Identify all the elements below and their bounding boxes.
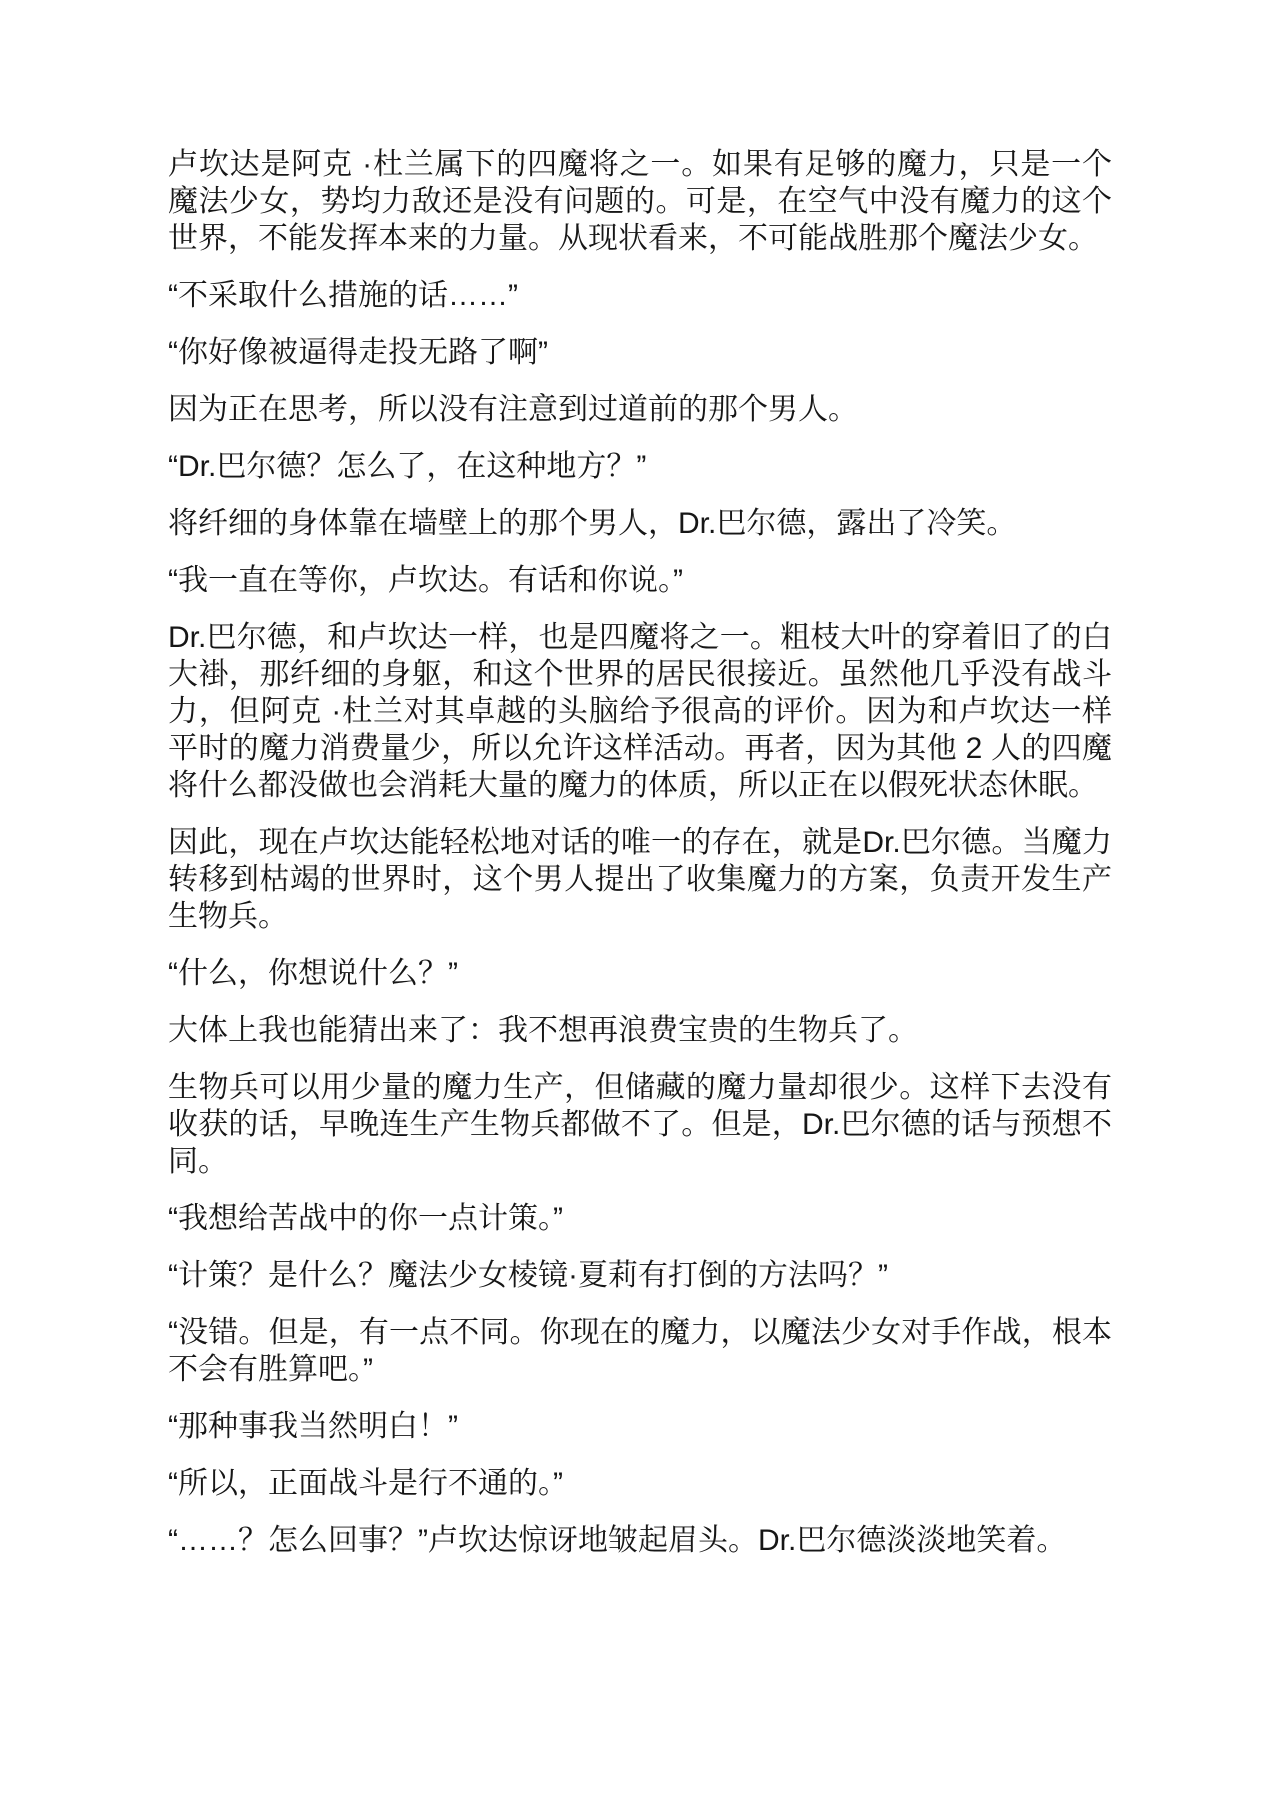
paragraph: “不采取什么措施的话……” bbox=[168, 279, 518, 312]
paragraph: “我一直在等你，卢坎达。有话和你说。” bbox=[168, 564, 683, 597]
paragraph: “计策？是什么？魔法少女棱镜·夏莉有打倒的方法吗？” bbox=[168, 1259, 888, 1292]
paragraph: “那种事我当然明白！” bbox=[168, 1410, 458, 1443]
paragraph: 因此，现在卢坎达能轻松地对话的唯一的存在，就是Dr.巴尔德。当魔力转移到枯竭的世界时，这个男人提出了收集魔力的方案，负责开发生产生物兵。 bbox=[168, 826, 1112, 933]
paragraph: Dr.巴尔德，和卢坎达一样，也是四魔将之一。粗枝大叶的穿着旧了的白大褂，那纤细的身躯，和这个世界的居民很接近。虽然他几乎没有战斗力，但阿克 ·杜兰对其卓越的头脑给予很高的评价。因为和卢坎达一样平时的魔力消费量少，所以允许这样活动。再者，因为其他 2 人的四魔将什么都没做也会消耗大量的魔力的体质，所以正在以假死状态休眠。 bbox=[168, 621, 1112, 802]
paragraph: 大体上我也能猜出来了：我不想再浪费宝贵的生物兵了。 bbox=[168, 1014, 918, 1047]
paragraph: 卢坎达是阿克 ·杜兰属下的四魔将之一。如果有足够的魔力，只是一个魔法少女，势均力敌还是没有问题的。可是，在空气中没有魔力的这个世界，不能发挥本来的力量。从现状看来，不可能战胜那个魔法少女。 bbox=[168, 148, 1112, 255]
paragraph: “什么，你想说什么？” bbox=[168, 957, 458, 990]
paragraph: “……？怎么回事？”卢坎达惊讶地皱起眉头。Dr.巴尔德淡淡地笑着。 bbox=[168, 1524, 1067, 1557]
paragraph: “我想给苦战中的你一点计策。” bbox=[168, 1202, 563, 1235]
paragraph: “所以，正面战斗是行不通的。” bbox=[168, 1467, 563, 1500]
paragraph: “没错。但是，有一点不同。你现在的魔力，以魔法少女对手作战，根本不会有胜算吧。” bbox=[168, 1316, 1112, 1386]
paragraph: 将纤细的身体靠在墙壁上的那个男人，Dr.巴尔德，露出了冷笑。 bbox=[168, 507, 1017, 540]
paragraph: “Dr.巴尔德？怎么了，在这种地方？” bbox=[168, 450, 647, 483]
paragraph: 因为正在思考，所以没有注意到过道前的那个男人。 bbox=[168, 393, 858, 426]
paragraph: 生物兵可以用少量的魔力生产，但储藏的魔力量却很少。这样下去没有收获的话，早晚连生产生物兵都做不了。但是，Dr.巴尔德的话与预想不同。 bbox=[168, 1071, 1112, 1178]
paragraph: “你好像被逼得走投无路了啊” bbox=[168, 336, 548, 369]
